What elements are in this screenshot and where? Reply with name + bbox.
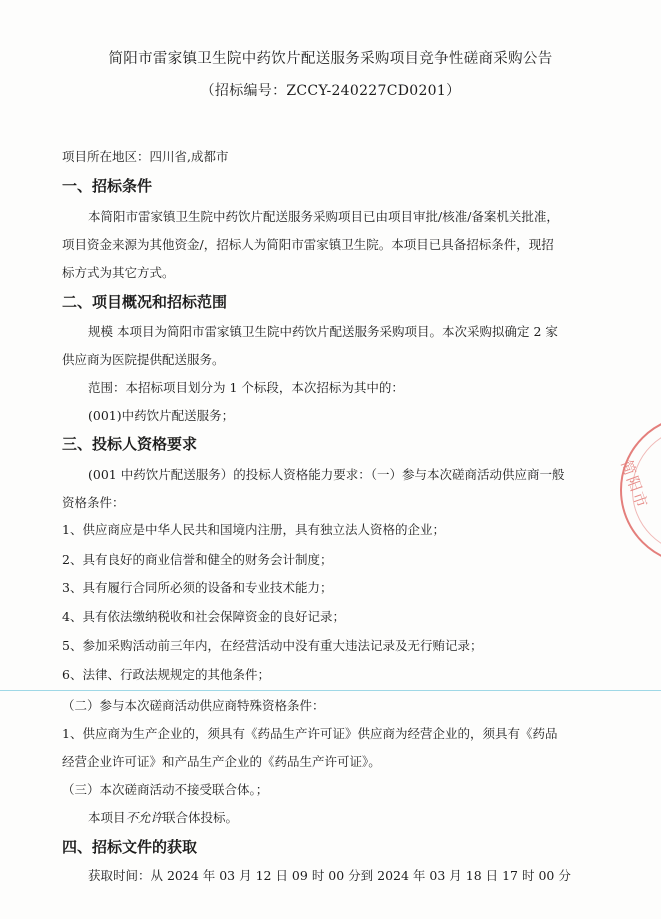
general-condition-item: 1、供应商应是中华人民共和国境内注册，具有独立法人资格的企业； [62,522,445,537]
section-2-line: 范围：本招标项目划分为 1 个标段，本次招标为其中的： [88,380,404,395]
official-seal-stamp [617,415,661,565]
section-1-line: 标方式为其它方式。 [62,265,175,280]
general-condition-item: 4、具有依法缴纳税收和社会保障资金的良好记录； [62,609,345,624]
tender-number: （招标编号：ZCCY-240227CD0201） [200,83,461,99]
consortium-note-prefix: 本项目 [88,810,126,825]
consortium-note-suffix: 联合体投标。 [163,810,239,825]
scan-fold-line [0,690,661,691]
section-3-heading: 三、投标人资格要求 [62,435,198,453]
official-seal-text: 简阳市 [617,457,652,512]
special-condition-line: 1、供应商为生产企业的，须具有《药品生产许可证》供应商为经营企业的，须具有《药品 [62,726,558,741]
section-3-intro-line: 资格条件： [62,495,125,510]
section-1-line: 本简阳市雷家镇卫生院中药饮片配送服务采购项目已由项目审批/核准/备案机关批准， [88,209,559,224]
project-region: 项目所在地区：四川省,成都市 [62,149,229,164]
general-condition-item: 2、具有良好的商业信誉和健全的财务会计制度； [62,552,333,567]
consortium-rule: （三）本次磋商活动不接受联合体。； [62,782,269,797]
acquisition-time: 获取时间：从 2024 年 03 月 12 日 09 时 00 分到 2024 年 03 月 18 日 17 时 00 分 [88,868,571,883]
consortium-note-emphasis: 不允许 [125,810,164,825]
special-condition-line: 经营企业许可证》和产品生产企业的《药品生产许可证》。 [62,754,381,769]
section-3-intro-line: (001 中药饮片配送服务）的投标人资格能力要求：（一）参与本次磋商活动供应商一般 [88,467,565,482]
section-2-heading: 二、项目概况和招标范围 [62,293,228,311]
section-2-line: (001)中药饮片配送服务； [88,408,235,423]
document-title: 简阳市雷家镇卫生院中药饮片配送服务采购项目竞争性磋商采购公告 [108,51,553,67]
general-condition-item: 5、参加采购活动前三年内，在经营活动中没有重大违法记录及无行贿记录； [62,638,483,653]
general-condition-item: 6、法律、行政法规规定的其他条件； [62,667,270,682]
general-condition-item: 3、具有履行合同所必须的设备和专业技术能力； [62,580,333,595]
section-1-heading: 一、招标条件 [62,177,153,195]
special-conditions-title: （二）参与本次磋商活动供应商特殊资格条件： [62,698,325,713]
section-4-heading: 四、招标文件的获取 [62,838,198,856]
consortium-note [88,808,238,826]
section-1-line: 项目资金来源为其他资金/，招标人为简阳市雷家镇卫生院。本项目已具备招标条件，现招 [62,237,554,252]
section-2-line: 供应商为医院提供配送服务。 [62,352,225,367]
section-2-line: 规模 本项目为简阳市雷家镇卫生院中药饮片配送服务采购项目。本次采购拟确定 2 家 [88,324,558,339]
